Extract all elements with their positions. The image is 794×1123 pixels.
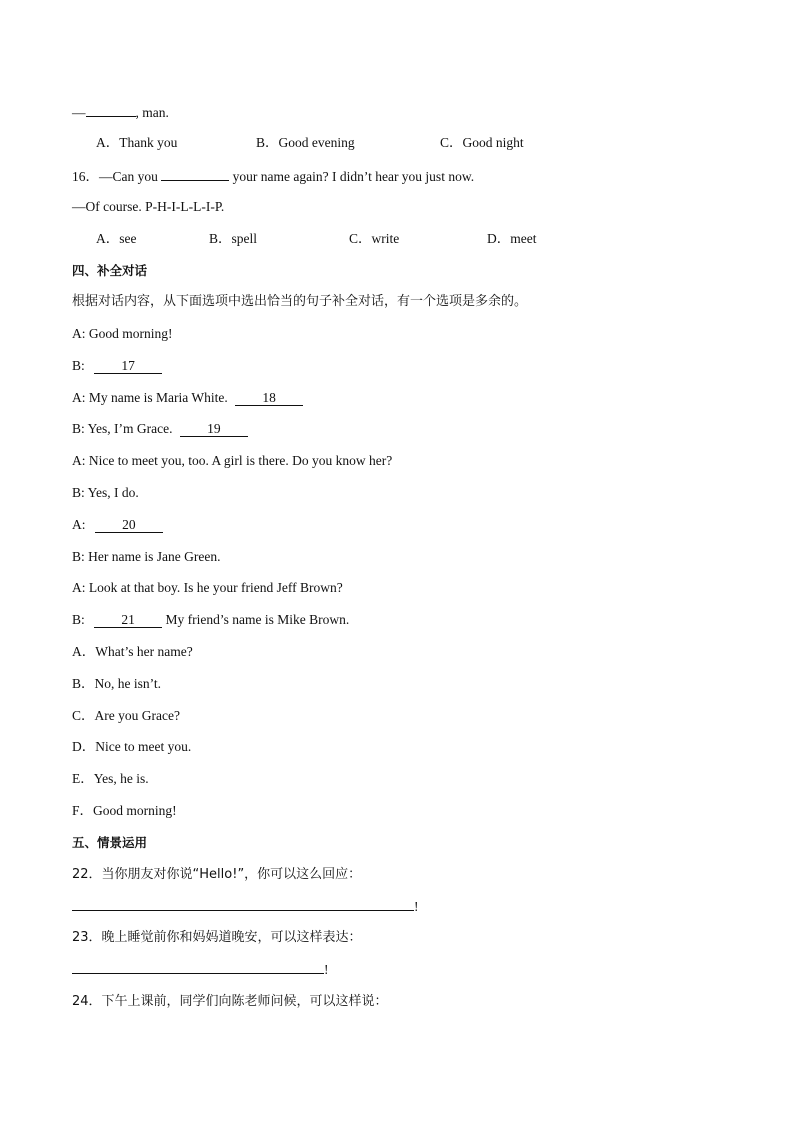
- q16-prompt: [72, 166, 474, 186]
- q23-exclamation: !: [324, 962, 329, 977]
- dialogue-text: Good morning!: [88, 326, 173, 341]
- speaker-label: A:: [72, 453, 86, 468]
- q16-text-a: —Can you: [99, 169, 158, 184]
- dialogue-text: My friend’s name is Mike Brown.: [165, 612, 350, 627]
- dialogue-line-3: [72, 389, 303, 407]
- blank-17[interactable]: 17: [94, 359, 162, 374]
- dialogue-line-10: [72, 611, 349, 629]
- blank-18[interactable]: 18: [235, 391, 303, 406]
- choice-e[interactable]: E．Yes, he is.: [72, 771, 149, 786]
- q16-option-d[interactable]: D．meet: [487, 231, 537, 246]
- section5-heading: 五、情景运用: [72, 835, 148, 850]
- dialogue-line-1: [72, 325, 173, 343]
- q16-text-b: your name again? I didn’t hear you just now.: [232, 169, 475, 184]
- q22-exclamation: !: [414, 899, 419, 914]
- dialogue-text: Her name is Jane Green.: [88, 549, 221, 564]
- choice-d[interactable]: D．Nice to meet you.: [72, 739, 192, 754]
- blank-19[interactable]: 19: [180, 422, 248, 437]
- dialogue-text: Nice to meet you, too. A girl is there. Do you know her?: [88, 453, 393, 468]
- dialogue-line-9: [72, 579, 343, 597]
- speaker-label: A:: [72, 390, 86, 405]
- dialogue-line-7: [72, 516, 163, 534]
- dialogue-text: My name is Maria White.: [88, 390, 228, 405]
- speaker-label: A:: [72, 580, 86, 595]
- dialogue-text: Look at that boy. Is he your friend Jeff Brown?: [88, 580, 343, 595]
- q15-dash: —: [72, 105, 86, 120]
- q16-option-b[interactable]: B．spell: [209, 231, 258, 246]
- q16-number: 16．: [72, 169, 99, 184]
- q24-prompt: 24．下午上课前，同学们向陈老师问候，可以这样说：: [72, 994, 388, 1009]
- dialogue-line-6: [72, 484, 139, 502]
- q22-answer-line: [72, 896, 419, 916]
- q22-prompt: 22．当你朋友对你说“Hello!”，你可以这么回应：: [72, 867, 362, 882]
- speaker-label: B:: [72, 421, 85, 436]
- blank-20[interactable]: 20: [95, 518, 163, 533]
- q15-prompt: [72, 102, 169, 122]
- q23-answer-line: [72, 959, 329, 979]
- q23-prompt: 23．晚上睡觉前你和妈妈道晚安，可以这样表达：: [72, 930, 362, 945]
- q15-answer-blank[interactable]: [86, 102, 136, 117]
- dialogue-line-2: [72, 357, 162, 375]
- choice-b[interactable]: B．No, he isn’t.: [72, 676, 162, 691]
- choice-f[interactable]: F．Good morning!: [72, 803, 177, 818]
- speaker-label: B:: [72, 358, 85, 373]
- speaker-label: B:: [72, 485, 85, 500]
- dialogue-line-8: [72, 548, 220, 566]
- dialogue-line-4: [72, 420, 248, 438]
- q16-reply: —Of course. P-H-I-L-L-I-P.: [72, 199, 225, 214]
- q23-answer-blank[interactable]: [72, 959, 324, 974]
- speaker-label: A:: [72, 326, 86, 341]
- speaker-label: B:: [72, 612, 85, 627]
- q15-option-c[interactable]: C．Good night: [440, 135, 524, 150]
- dialogue-line-5: [72, 452, 392, 470]
- speaker-label: B:: [72, 549, 85, 564]
- dialogue-text: Yes, I do.: [87, 485, 139, 500]
- section4-instruction: 根据对话内容，从下面选项中选出恰当的句子补全对话，有一个选项是多余的。: [72, 294, 528, 309]
- q16-answer-blank[interactable]: [161, 166, 229, 181]
- q15-option-a[interactable]: A．Thank you: [96, 135, 178, 150]
- blank-21[interactable]: 21: [94, 613, 162, 628]
- dialogue-text: Yes, I’m Grace.: [87, 421, 173, 436]
- q16-option-c[interactable]: C．write: [349, 231, 400, 246]
- choice-c[interactable]: C．Are you Grace?: [72, 708, 180, 723]
- q15-option-b[interactable]: B．Good evening: [256, 135, 355, 150]
- choice-a[interactable]: A．What’s her name?: [72, 644, 193, 659]
- speaker-label: A:: [72, 517, 86, 532]
- q22-answer-blank[interactable]: [72, 896, 414, 911]
- section4-heading: 四、补全对话: [72, 263, 148, 278]
- q16-option-a[interactable]: A．see: [96, 231, 137, 246]
- q15-prompt-text: , man.: [135, 105, 169, 120]
